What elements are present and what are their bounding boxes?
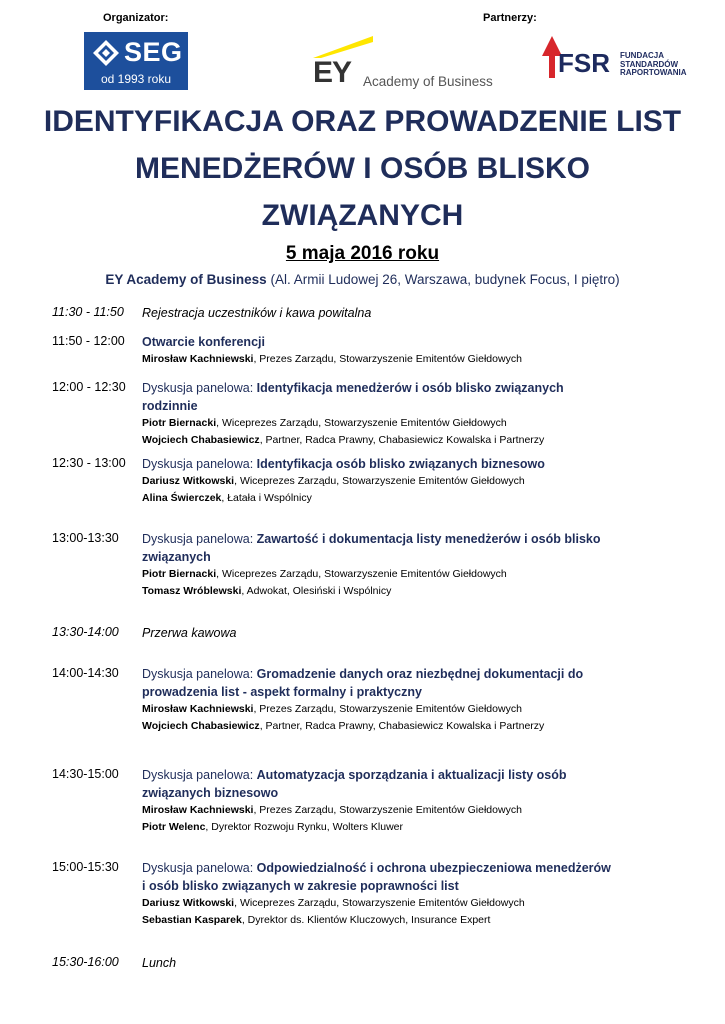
session-type: Dyskusja panelowa: xyxy=(142,532,257,546)
speaker xyxy=(142,490,617,507)
agenda-time: 15:00-15:30 xyxy=(52,860,119,874)
session-type: Dyskusja panelowa: xyxy=(142,667,257,681)
speaker xyxy=(142,432,617,449)
session-title xyxy=(142,859,617,895)
session-topic: Identyfikacja menedżerów i osób blisko związanych rodzinnie xyxy=(142,381,564,413)
speaker xyxy=(142,583,617,600)
speaker-role: , Prezes Zarządu, Stowarzyszenie Emitentów Giełdowych xyxy=(253,804,522,816)
agenda-item xyxy=(142,530,617,600)
seg-logo-name: SEG xyxy=(124,37,183,67)
session-topic: Identyfikacja osób blisko związanych biznesowo xyxy=(256,457,545,471)
document-title: IDENTYFIKACJA ORAZ PROWADZENIE LIST MENEDŻERÓW I OSÓB BLISKO ZWIĄZANYCH xyxy=(43,105,682,232)
agenda-break-text: Lunch xyxy=(142,956,177,970)
speaker-role: , Łatała i Wspólnicy xyxy=(221,492,312,504)
speaker xyxy=(142,802,617,819)
agenda-item xyxy=(142,766,617,836)
agenda-time: 12:30 - 13:00 xyxy=(52,456,126,470)
seg-logo-since: od 1993 roku xyxy=(100,72,172,86)
fsr-logo-letters: FSR xyxy=(558,48,610,78)
agenda-break-text: Przerwa kawowa xyxy=(142,626,237,640)
speaker xyxy=(142,566,617,583)
speaker-role: , Wiceprezes Zarządu, Stowarzyszenie Emitentów Giełdowych xyxy=(234,475,525,487)
speaker-role: , Adwokat, Olesiński i Wspólnicy xyxy=(241,585,392,597)
speaker-name: Alina Świerczek xyxy=(142,492,222,504)
session-title xyxy=(142,333,617,351)
seg-mark-icon xyxy=(92,39,120,67)
speaker xyxy=(142,351,617,368)
speaker xyxy=(142,895,617,912)
agenda-time: 13:30-14:00 xyxy=(52,625,119,639)
organizer-label: Organizator: xyxy=(103,12,169,24)
speaker-name: Mirosław Kachniewski xyxy=(142,353,254,365)
speaker-role: , Wiceprezes Zarządu, Stowarzyszenie Emitentów Giełdowych xyxy=(216,417,507,429)
agenda-time: 12:00 - 12:30 xyxy=(52,380,126,394)
speaker-name: Mirosław Kachniewski xyxy=(142,804,254,816)
ey-logo-text: Academy of Business xyxy=(363,74,493,89)
session-topic: Odpowiedzialność i ochrona ubezpieczeniowa menedżerów i osób blisko związanych w zakresie poprawności list xyxy=(142,861,611,893)
agenda-time: 11:50 - 12:00 xyxy=(52,334,125,348)
ey-logo xyxy=(313,36,493,92)
speaker-name: Wojciech Chabasiewicz xyxy=(142,434,260,446)
fsr-line-2: STANDARDÓW xyxy=(620,59,679,69)
agenda-break-text: Rejestracja uczestników i kawa powitalna xyxy=(142,306,372,320)
venue-address: (Al. Armii Ludowej 26, Warszawa, budynek Focus, I piętro) xyxy=(266,272,620,287)
speaker-name: Tomasz Wróblewski xyxy=(142,585,242,597)
speaker-role: , Partner, Radca Prawny, Chabasiewicz Kowalska i Partnerzy xyxy=(259,434,545,446)
agenda-item xyxy=(142,304,617,322)
session-type: Dyskusja panelowa: xyxy=(142,457,257,471)
speaker-role: , Wiceprezes Zarządu, Stowarzyszenie Emitentów Giełdowych xyxy=(216,568,507,580)
fsr-logo-text xyxy=(620,52,687,78)
session-type: Dyskusja panelowa: xyxy=(142,381,257,395)
session-topic: Otwarcie konferencji xyxy=(142,335,265,349)
agenda-item xyxy=(142,379,617,449)
ey-logo-letters: EY xyxy=(313,56,352,89)
partners-label: Partnerzy: xyxy=(483,12,537,24)
agenda-time: 11:30 - 11:50 xyxy=(52,305,124,319)
session-title xyxy=(142,766,617,802)
fsr-logo xyxy=(540,36,700,86)
speaker-name: Piotr Welenc xyxy=(142,821,206,833)
speaker xyxy=(142,912,617,929)
event-venue xyxy=(0,272,725,287)
speaker xyxy=(142,718,617,735)
session-topic: Gromadzenie danych oraz niezbędnej dokumentacji do prowadzenia list - aspekt formalny i praktyczny xyxy=(142,667,584,699)
session-title xyxy=(142,665,617,701)
venue-name: EY Academy of Business xyxy=(105,272,267,287)
agenda-time: 15:30-16:00 xyxy=(52,955,119,969)
session-topic: Automatyzacja sporządzania i aktualizacji listy osób związanych biznesowo xyxy=(142,768,567,800)
session-type: Dyskusja panelowa: xyxy=(142,861,257,875)
agenda-item xyxy=(142,859,617,929)
session-title xyxy=(142,379,617,415)
speaker xyxy=(142,473,617,490)
speaker xyxy=(142,819,617,836)
speaker-role: , Dyrektor ds. Klientów Kluczowych, Insurance Expert xyxy=(241,914,491,926)
agenda-time: 13:00-13:30 xyxy=(52,531,119,545)
speaker-name: Piotr Biernacki xyxy=(142,568,217,580)
session-title xyxy=(142,530,617,566)
agenda-item xyxy=(142,455,617,507)
speaker-name: Sebastian Kasparek xyxy=(142,914,242,926)
speaker-name: Dariusz Witkowski xyxy=(142,897,235,909)
agenda-time: 14:30-15:00 xyxy=(52,767,119,781)
session-topic: Zawartość i dokumentacja listy menedżerów i osób blisko związanych xyxy=(142,532,601,564)
speaker-role: , Wiceprezes Zarządu, Stowarzyszenie Emitentów Giełdowych xyxy=(234,897,525,909)
speaker xyxy=(142,701,617,718)
speaker-name: Piotr Biernacki xyxy=(142,417,217,429)
agenda-item xyxy=(142,624,617,642)
fsr-line-1: FUNDACJA xyxy=(620,51,664,60)
speaker-role: , Dyrektor Rozwoju Rynku, Wolters Kluwer xyxy=(205,821,404,833)
speaker xyxy=(142,415,617,432)
agenda-item xyxy=(142,333,617,368)
session-type: Dyskusja panelowa: xyxy=(142,768,257,782)
speaker-name: Dariusz Witkowski xyxy=(142,475,235,487)
seg-logo xyxy=(84,32,188,90)
fsr-line-3: RAPORTOWANIA xyxy=(620,68,687,77)
agenda-item xyxy=(142,665,617,735)
agenda-time: 14:00-14:30 xyxy=(52,666,119,680)
speaker-name: Mirosław Kachniewski xyxy=(142,703,254,715)
speaker-name: Wojciech Chabasiewicz xyxy=(142,720,260,732)
speaker-role: , Partner, Radca Prawny, Chabasiewicz Kowalska i Partnerzy xyxy=(259,720,545,732)
event-date: 5 maja 2016 roku xyxy=(285,243,440,264)
agenda-item xyxy=(142,954,617,972)
speaker-role: , Prezes Zarządu, Stowarzyszenie Emitentów Giełdowych xyxy=(253,703,522,715)
ey-bar-icon xyxy=(313,36,373,58)
speaker-role: , Prezes Zarządu, Stowarzyszenie Emitentów Giełdowych xyxy=(253,353,522,365)
session-title xyxy=(142,455,617,473)
